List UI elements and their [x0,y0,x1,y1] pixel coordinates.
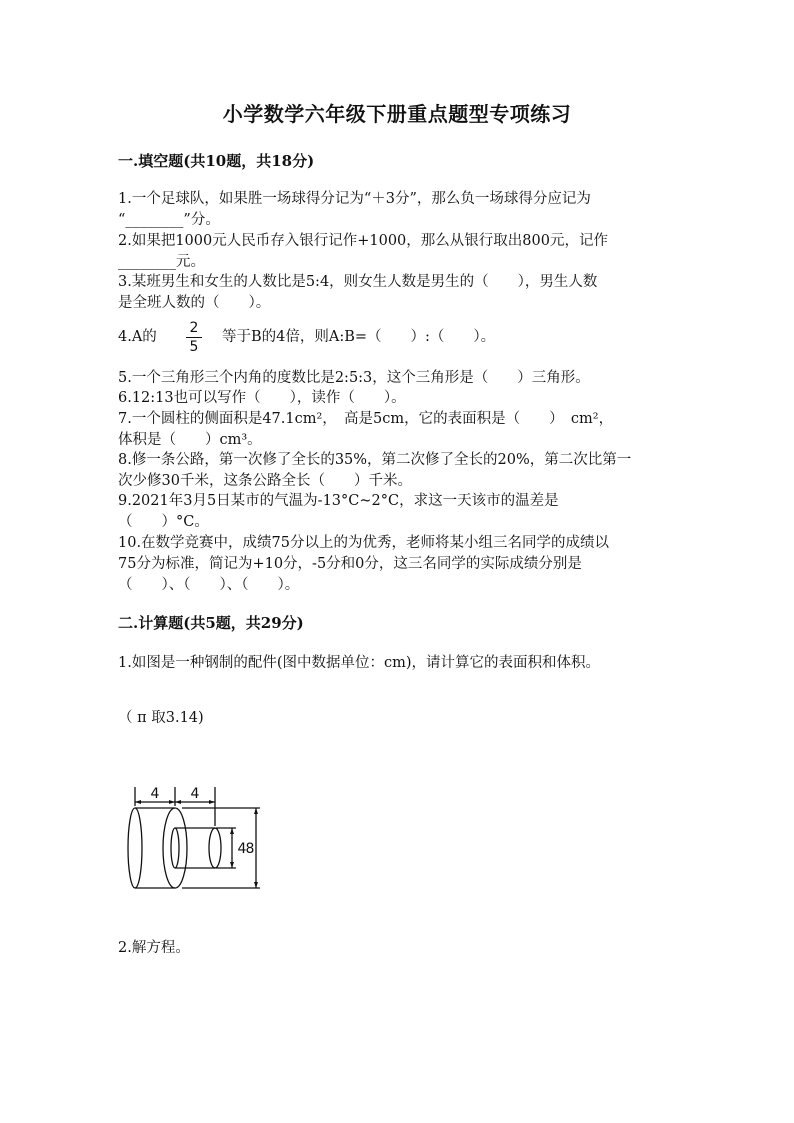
question-10-line-2: 75分为标准，简记为+10分，-5分和0分，这三名同学的实际成绩分别是 [118,556,582,572]
arrowhead [169,800,175,804]
question-2-line-1: 2.如果把1000元人民币存入银行记作+1000，那么从银行取出800元，记作 [118,233,608,249]
question-7-line-2: 体积是（ ）cm³。 [118,432,262,448]
question-8-line-1: 8.修一条公路，第一次修了全长的35%，第二次修了全长的20%，第二次比第一 [118,452,632,468]
question-9-line-1: 9.2021年3月5日某市的气温为-13°C~2°C，求这一天该市的温差是 [118,493,559,509]
question-7-line-1: 7.一个圆柱的侧面积是47.1cm²， 高是5cm，它的表面积是（ ） cm²， [118,411,614,427]
fraction-numerator: 2 [189,320,199,336]
dim-label-width-1: 4 [150,786,160,802]
arrowhead [135,800,141,804]
question-3-line-2: 是全班人数的（ ）。 [118,295,271,311]
arrowhead [175,800,181,804]
question-8-line-2: 次少修30千米，这条公路全长（ ）千米。 [118,473,412,489]
question-1-line-2: “________”分。 [118,212,220,228]
calc-question-1: 1.如图是一种钢制的配件(图中数据单位：cm)，请计算它的表面积和体积。 [118,655,601,671]
dim-label-width-2: 4 [190,786,200,802]
question-10-line-3: （ ）、（ ）、（ ）。 [118,577,300,593]
small-cylinder-right-face [209,828,221,868]
fraction-two-fifths [186,320,202,355]
question-1-line-1: 1.一个足球队，如果胜一场球得分记为“＋3分”，那么负一场球得分应记为 [118,191,591,207]
arrowhead [254,882,258,888]
fraction-bar [186,337,202,338]
calc-question-2: 2.解方程。 [118,940,190,956]
page-title: 小学数学六年级下册重点题型专项练习 [222,102,572,126]
question-4-suffix: 等于B的4倍，则A:B=（ ）:（ ）。 [222,329,496,345]
fraction-denominator: 5 [189,339,199,355]
question-2-line-2: ________元。 [118,254,205,270]
question-4-prefix: 4.A的 [118,329,157,345]
steel-part-figure [120,782,270,892]
calc-question-1-pi-note: （ π 取3.14) [118,710,204,726]
question-6: 6.12:13也可以写作（ ），读作（ ）。 [118,390,406,406]
question-5: 5.一个三角形三个内角的度数比是2:5:3，这个三角形是（ ）三角形。 [118,370,590,386]
arrowhead [230,828,234,834]
section-heading-fill-blank: 一.填空题(共10题，共18分) [118,152,315,170]
dim-label-large-diameter: 8 [245,841,255,857]
large-cylinder-left-face [128,808,142,888]
question-10-line-1: 10.在数学竞赛中，成绩75分以上的为优秀，老师将某小组三名同学的成绩以 [118,535,610,551]
arrowhead [209,800,215,804]
small-cylinder-left-face [171,828,179,868]
question-9-line-2: （ ）°C。 [118,514,209,530]
section-heading-calculation: 二.计算题(共5题，共29分) [118,614,304,632]
large-cylinder-right-face [163,808,187,888]
dim-label-small-diameter: 4 [237,841,247,857]
arrowhead [254,808,258,814]
question-3-line-1: 3.某班男生和女生的人数比是5:4，则女生人数是男生的（ ），男生人数 [118,274,598,290]
arrowhead [230,862,234,868]
